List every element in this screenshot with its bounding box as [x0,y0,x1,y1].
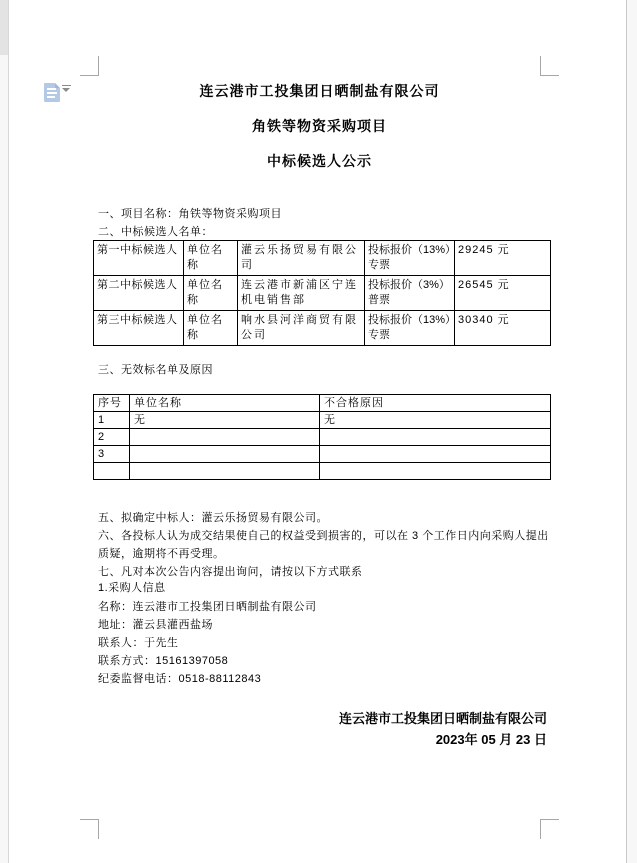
table-row [94,446,551,463]
table-cell: 26545 元 [455,276,551,311]
table-cell: 灌云乐扬贸易有限公司 [238,241,365,276]
invalid-table-header-index: 序号 [94,395,130,412]
table-cell: 1 [94,412,130,429]
table-row [94,241,551,276]
doc-title-company: 连云港市工投集团日晒制盐有限公司 [199,83,440,99]
table-cell: 第三中标候选人 [94,311,184,346]
table-cell: 投标报价（3%）普票 [365,276,455,311]
footer-company: 连云港市工投集团日晒制盐有限公司 [338,711,547,726]
paste-options-dropdown-arrow-icon[interactable] [62,85,71,93]
table-cell [320,446,551,463]
table-cell [94,463,130,480]
paste-options-icon[interactable] [44,83,60,102]
buyer-info-address: 地址：灌云县灌西盐场 [98,619,213,631]
clause-proposed-winner: 五、拟确定中标人：灌云乐扬贸易有限公司。 [98,512,328,524]
invalid-bids-table [93,394,551,480]
table-cell [130,463,320,480]
table-cell: 无 [320,412,551,429]
table-cell: 投标报价（13%）专票 [365,311,455,346]
clause-inquiry-notice: 七、凡对本次公告内容提出询问，请按以下方式联系 [98,566,363,578]
table-cell: 3 [94,446,130,463]
chevron-down-icon [62,88,70,92]
dropdown-bar [62,85,71,86]
canvas-gutter [0,0,8,55]
margin-mark-bottom-left [80,819,99,839]
table-cell: 单位名称 [184,241,238,276]
table-row [94,311,551,346]
table-cell: 无 [130,412,320,429]
table-cell: 2 [94,429,130,446]
doc-title-notice: 中标候选人公示 [267,153,372,169]
buyer-info-supervision-phone: 纪委监督电话：0518-88112843 [98,673,262,685]
footer-date: 2023年 05 月 23 日 [435,732,547,747]
clause-project-name: 一、项目名称：角铁等物资采购项目 [98,208,282,220]
clause-objection-notice: 六、各投标人认为成交结果使自己的权益受到损害的，可以在 3 个工作日内向采购人提出质疑，逾期将不再受理。 [98,530,549,560]
table-cell [130,429,320,446]
table-cell: 连云港市新浦区宁连机电销售部 [238,276,365,311]
table-cell [320,429,551,446]
buyer-info-phone: 联系方式：15161397058 [98,655,229,667]
doc-title-project: 角铁等物资采购项目 [252,118,387,134]
table-cell: 单位名称 [184,276,238,311]
invalid-table-header-reason: 不合格原因 [320,395,551,412]
table-row [94,463,551,480]
clause-candidate-list-heading: 二、中标候选人名单： [98,226,213,238]
margin-mark-top-right [540,56,559,76]
buyer-info-contact: 联系人：于先生 [98,637,179,649]
table-cell: 第一中标候选人 [94,241,184,276]
table-row [94,276,551,311]
table-header-row [94,395,551,412]
candidate-table [93,240,551,346]
invalid-table-header-company: 单位名称 [130,395,320,412]
table-cell: 29245 元 [455,241,551,276]
document-page [8,0,627,863]
table-cell: 响水县河洋商贸有限公司 [238,311,365,346]
table-cell [130,446,320,463]
table-row [94,412,551,429]
margin-mark-top-left [80,56,99,76]
buyer-info-name: 名称：连云港市工投集团日晒制盐有限公司 [98,601,317,613]
table-row [94,429,551,446]
table-cell: 30340 元 [455,311,551,346]
margin-mark-bottom-right [540,819,559,839]
clause-invalid-bids-heading: 三、无效标名单及原因 [98,364,213,376]
buyer-info-heading: 1.采购人信息 [98,582,166,594]
table-cell: 第二中标候选人 [94,276,184,311]
table-cell: 单位名称 [184,311,238,346]
table-cell: 投标报价（13%）专票 [365,241,455,276]
table-cell [320,463,551,480]
